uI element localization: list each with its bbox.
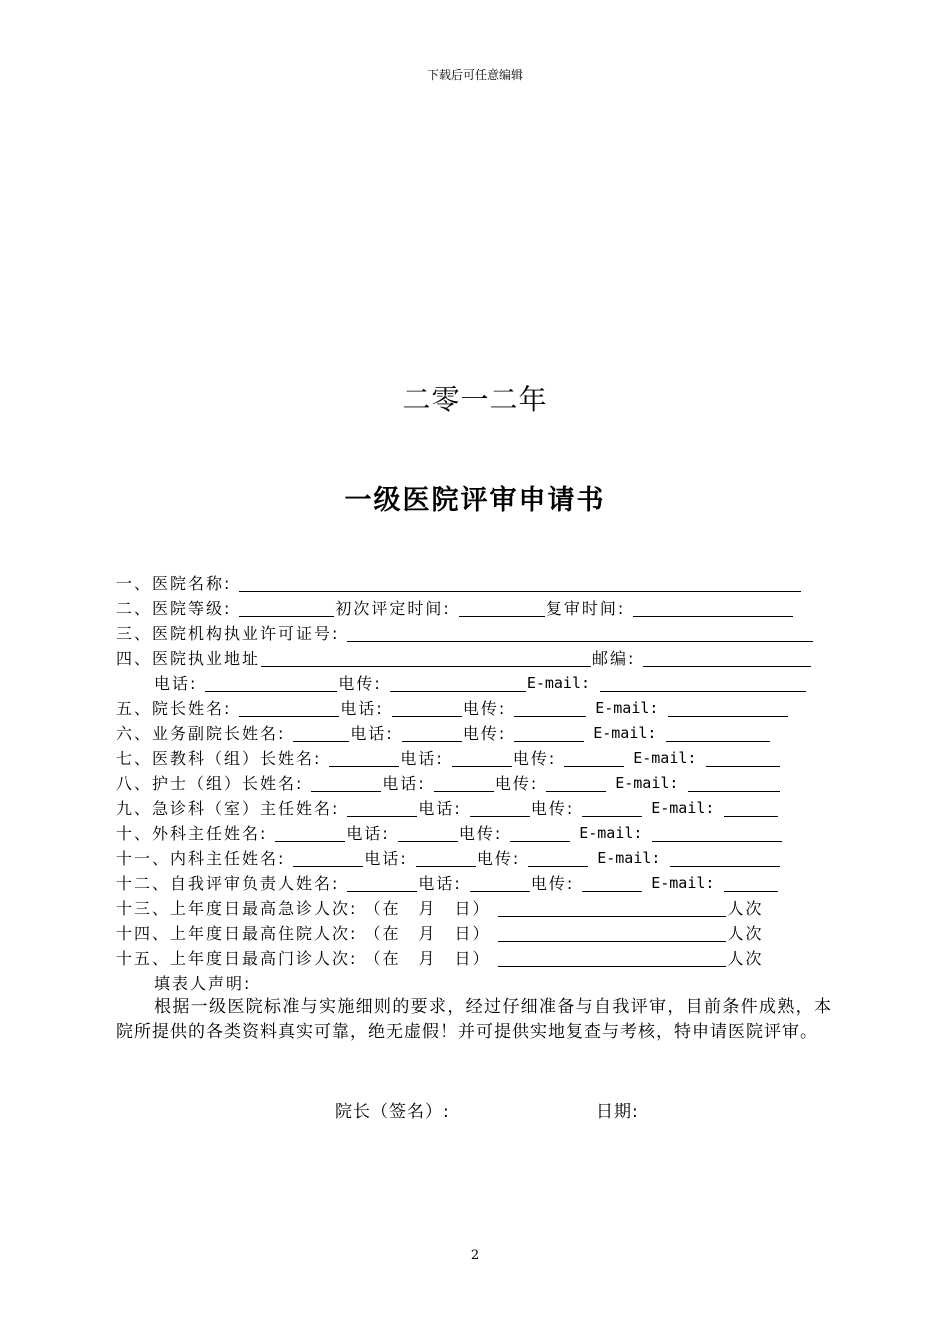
license-number-field[interactable] xyxy=(347,623,813,642)
form-row-internal xyxy=(116,846,832,871)
unit-label: 人次 xyxy=(727,899,764,918)
form-row-surgery xyxy=(116,821,832,846)
row-label: 电传: xyxy=(530,874,575,893)
fax-field[interactable] xyxy=(528,848,588,867)
fax-field[interactable] xyxy=(390,673,526,692)
row-label: 电话: xyxy=(382,774,426,793)
email-field[interactable] xyxy=(688,773,780,792)
unit-label: 人次 xyxy=(727,949,764,968)
row-label: 十一、内科主任姓名: xyxy=(116,849,286,868)
row-label: E-mail: xyxy=(651,799,715,817)
date-label: 日期: xyxy=(596,1102,639,1122)
row-label: 十四、上年度日最高住院人次: （在 月 日） xyxy=(116,924,491,943)
row-label: E-mail: xyxy=(579,824,643,842)
initial-date-field[interactable] xyxy=(459,598,545,617)
email-field[interactable] xyxy=(666,723,770,742)
row-label: 六、业务副院长姓名: xyxy=(116,724,286,743)
phone-field[interactable] xyxy=(434,773,494,792)
row-label: 二、医院等级: xyxy=(116,599,232,618)
row-label: 电话: xyxy=(154,674,198,693)
row-label: 电传: xyxy=(530,799,575,818)
row-label: 电话: xyxy=(346,824,390,843)
form-row-president xyxy=(116,696,832,721)
name-field[interactable] xyxy=(329,748,399,767)
row-label: E-mail: xyxy=(597,849,661,867)
email-field[interactable] xyxy=(706,748,780,767)
fax-field[interactable] xyxy=(582,798,642,817)
email-field[interactable] xyxy=(652,823,782,842)
document-title: 一级医院评审申请书 xyxy=(344,485,606,516)
form-row-hospital-level xyxy=(116,596,832,621)
form-row-license xyxy=(116,621,832,646)
name-field[interactable] xyxy=(239,698,339,717)
phone-field[interactable] xyxy=(416,848,476,867)
postcode-field[interactable] xyxy=(643,648,811,667)
email-field[interactable] xyxy=(600,673,806,692)
hospital-name-field[interactable] xyxy=(239,573,801,592)
form-row-nursing xyxy=(116,771,832,796)
form-row-max-inpatient xyxy=(116,921,832,946)
row-label: E-mail: xyxy=(633,749,697,767)
fax-field[interactable] xyxy=(546,773,606,792)
fax-field[interactable] xyxy=(582,873,642,892)
form-row-self-review xyxy=(116,871,832,896)
row-label: 九、急诊科（室）主任姓名: xyxy=(116,799,340,818)
fax-field[interactable] xyxy=(514,698,586,717)
declaration-heading-row xyxy=(116,971,832,996)
form-row-max-emergency xyxy=(116,896,832,921)
declaration-heading: 填表人声明: xyxy=(154,974,252,993)
row-label: 邮编: xyxy=(592,649,636,668)
count-field[interactable] xyxy=(498,923,726,942)
row-label: 十二、自我评审负责人姓名: xyxy=(116,874,340,893)
name-field[interactable] xyxy=(293,723,349,742)
row-label: E-mail: xyxy=(615,774,679,792)
row-label: 七、医教科（组）长姓名: xyxy=(116,749,322,768)
declaration-body: 根据一级医院标准与实施细则的要求，经过仔细准备与自我评审，目前条件成熟，本院所提供的各类资料真实可靠，绝无虚假！并可提供实地复查与考核，特申请医院评审。 xyxy=(116,997,832,1042)
email-field[interactable] xyxy=(724,798,778,817)
row-label: 十三、上年度日最高急诊人次: （在 月 日） xyxy=(116,899,491,918)
form-row-address xyxy=(116,646,832,671)
row-label: 五、院长姓名: xyxy=(116,699,232,718)
form-row-contact xyxy=(116,671,832,696)
signature-label: 院长（签名）: xyxy=(335,1102,450,1122)
row-label: 电传: xyxy=(462,699,507,718)
row-label: E-mail: xyxy=(526,674,591,692)
email-field[interactable] xyxy=(668,698,788,717)
phone-field[interactable] xyxy=(470,798,530,817)
row-label: 电传: xyxy=(338,674,382,693)
name-field[interactable] xyxy=(311,773,381,792)
row-label: E-mail: xyxy=(595,699,659,717)
page-number: 2 xyxy=(470,1248,480,1263)
application-form xyxy=(116,571,832,996)
row-label: 电传: xyxy=(462,724,507,743)
name-field[interactable] xyxy=(293,848,363,867)
form-row-max-outpatient xyxy=(116,946,832,971)
name-field[interactable] xyxy=(275,823,345,842)
name-field[interactable] xyxy=(347,798,417,817)
row-label: 八、护士（组）长姓名: xyxy=(116,774,304,793)
page-header: 下载后可任意编辑 xyxy=(426,68,523,82)
document-year: 二零一二年 xyxy=(402,383,548,416)
form-row-medical-education xyxy=(116,746,832,771)
row-label: 电传: xyxy=(494,774,539,793)
row-label: 十五、上年度日最高门诊人次: （在 月 日） xyxy=(116,949,491,968)
row-label: E-mail: xyxy=(593,724,657,742)
row-label: 电话: xyxy=(340,699,384,718)
row-label: 电传: xyxy=(458,824,503,843)
row-label: 一、医院名称: xyxy=(116,574,232,593)
phone-field[interactable] xyxy=(402,723,462,742)
form-row-vice-president xyxy=(116,721,832,746)
phone-field[interactable] xyxy=(392,698,462,717)
count-field[interactable] xyxy=(498,948,726,967)
row-label: 复审时间: xyxy=(545,599,626,618)
row-label: 电话: xyxy=(418,874,462,893)
fax-field[interactable] xyxy=(564,748,624,767)
form-row-emergency xyxy=(116,796,832,821)
row-label: 电话: xyxy=(350,724,394,743)
row-label: 电话: xyxy=(418,799,462,818)
unit-label: 人次 xyxy=(727,924,764,943)
fax-field[interactable] xyxy=(514,723,584,742)
row-label: 电话: xyxy=(364,849,408,868)
row-label: 电传: xyxy=(476,849,521,868)
phone-field[interactable] xyxy=(398,823,458,842)
address-field[interactable] xyxy=(261,648,591,667)
row-label: E-mail: xyxy=(651,874,715,892)
review-date-field[interactable] xyxy=(633,598,793,617)
count-field[interactable] xyxy=(498,898,726,917)
fax-field[interactable] xyxy=(510,823,570,842)
phone-field[interactable] xyxy=(470,873,530,892)
row-label: 十、外科主任姓名: xyxy=(116,824,268,843)
row-label: 三、医院机构执业许可证号: xyxy=(116,624,340,643)
row-label: 初次评定时间: xyxy=(335,599,451,618)
row-label: 电传: xyxy=(512,749,557,768)
phone-field[interactable] xyxy=(452,748,512,767)
row-label: 四、医院执业地址 xyxy=(116,649,261,668)
email-field[interactable] xyxy=(670,848,780,867)
name-field[interactable] xyxy=(347,873,417,892)
email-field[interactable] xyxy=(724,873,778,892)
row-label: 电话: xyxy=(400,749,444,768)
form-row-hospital-name xyxy=(116,571,832,596)
phone-field[interactable] xyxy=(205,673,337,692)
hospital-level-field[interactable] xyxy=(239,598,334,617)
